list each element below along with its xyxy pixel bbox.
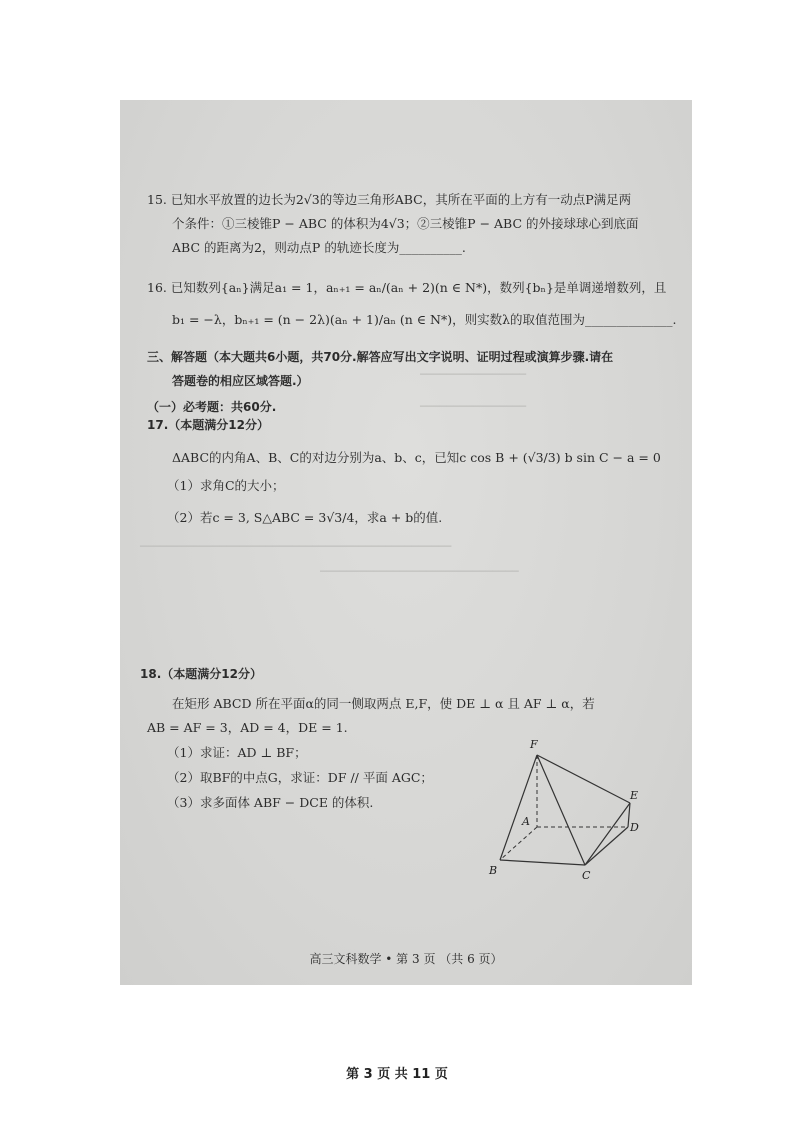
q17-stem: ΔABC的内角A、B、C的对边分别为a、b、c，已知c cos B + (√3/3) b sin C − a = 0 (172, 450, 661, 465)
bleed-through-mark: ──────────────── (420, 400, 526, 413)
q18-part3: （3）求多面体 ABF − DCE 的体积. (167, 795, 374, 810)
exam-page-footer: 高三文科数学 • 第 3 页 （共 6 页） (309, 952, 503, 966)
edge-CD (585, 827, 628, 865)
edge-FB (500, 755, 537, 860)
vertex-label-C: C (582, 869, 591, 880)
q15-line3: ABC 的距离为2，则动点P 的轨迹长度为__________. (172, 240, 466, 255)
q18-part1: （1）求证：AD ⊥ BF； (167, 745, 307, 760)
edge-FE (537, 755, 630, 803)
section3-line2: 答题卷的相应区域答题.） (172, 374, 309, 388)
q16-line2: b₁ = −λ，bₙ₊₁ = (n − 2λ)(aₙ + 1)/aₙ (n ∈ N*)，则实数λ的取值范围为______________. (172, 312, 677, 327)
bleed-through-mark: ─────────────────────────────────────────────── (140, 540, 452, 553)
q17-part1: （1）求角C的大小； (167, 478, 285, 493)
q18-part2: （2）取BF的中点G，求证：DF // 平面 AGC； (167, 770, 433, 785)
bleed-through-mark: ──────────────── (420, 368, 526, 381)
vertex-label-A: A (522, 815, 530, 828)
scanned-page-photo (120, 100, 692, 985)
required-section-heading: （一）必考题：共60分. (147, 400, 277, 414)
q15-line2: 个条件：①三棱锥P − ABC 的体积为4√3；②三棱锥P − ABC 的外接球球心到底面 (172, 216, 639, 231)
q15-line1: 15. 已知水平放置的边长为2√3的等边三角形ABC，其所在平面的上方有一动点P满足两 (147, 192, 632, 207)
edge-FC (537, 755, 585, 865)
section3-line1: 三、解答题（本大题共6小题，共70分.解答应写出文字说明、证明过程或演算步骤.请在 (147, 350, 614, 364)
polyhedron-figure (480, 735, 640, 880)
q18-header: 18.（本题满分12分） (140, 667, 262, 681)
q17-header: 17.（本题满分12分） (147, 418, 269, 432)
edge-BC (500, 860, 585, 865)
q18-stem1: 在矩形 ABCD 所在平面α的同一侧取两点 E,F，使 DE ⊥ α 且 AF ⊥ α，若 (172, 696, 595, 711)
edge-CE (585, 803, 630, 865)
q16-line1: 16. 已知数列{aₙ}满足a₁ = 1，aₙ₊₁ = aₙ/(aₙ + 2)(n ∈ N*)，数列{bₙ}是单调递增数列，且 (147, 280, 667, 295)
q17-part2: （2）若c = 3, S△ABC = 3√3/4，求a + b的值. (167, 510, 443, 525)
vertex-label-F: F (530, 738, 538, 751)
vertex-label-B: B (489, 864, 498, 877)
q18-stem2: AB = AF = 3，AD = 4，DE = 1. (147, 720, 348, 735)
bleed-through-mark: ────────────────────────────── (320, 565, 519, 578)
vertex-label-E: E (630, 789, 639, 802)
vertex-label-D: D (630, 821, 639, 834)
document-page-number: 第 3 页 共 11 页 (346, 1067, 448, 1082)
